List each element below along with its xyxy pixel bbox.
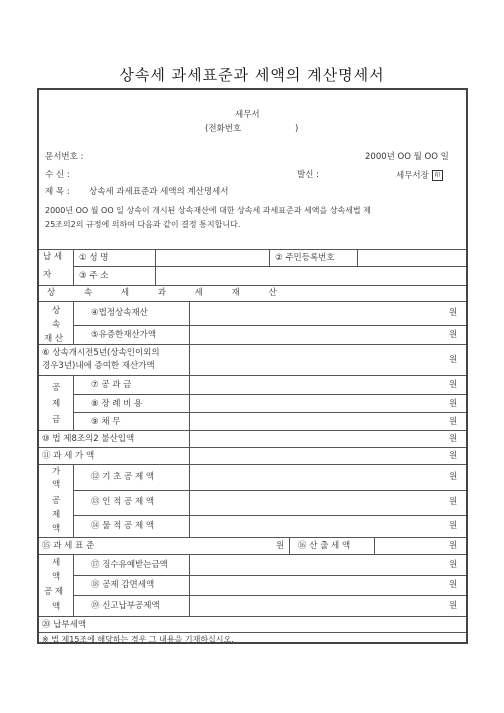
notice-line-2: 25조의2의 규정에 의하여 다음과 같이 결정 통지합니다. <box>45 220 241 229</box>
estate-item-4: ④법정상속재산 <box>91 308 148 318</box>
deduct-label-2: 제 <box>52 399 61 409</box>
value-deduct-item-12: ⑫ 기 초 공 제 액 <box>91 472 155 482</box>
unit-5: 원 <box>449 330 458 340</box>
unit-14: 원 <box>449 521 458 531</box>
item-20: ⑳ 납부세액 <box>42 620 87 630</box>
unit-12: 원 <box>449 472 458 482</box>
sender-name: 세무서장 <box>396 171 429 181</box>
tax-deduct-label-2: 액 <box>52 572 61 582</box>
unit-13: 원 <box>449 497 458 507</box>
value-deduct-label-4: 제 <box>52 510 61 520</box>
payer-address-label: ③ 주 소 <box>79 271 109 281</box>
office-phone-label: (전화번호 <box>205 124 242 134</box>
deduct-item-8: ⑧ 장 례 비 용 <box>91 399 143 409</box>
doc-number-label: 문서번호 : <box>45 152 84 162</box>
date-text: 2000년 OO 월 OO 일 <box>365 152 449 162</box>
tax-deduct-item-19: ⑲ 신고납부공제액 <box>91 601 160 611</box>
tax-deduct-label-4: 액 <box>52 602 61 612</box>
item-15: ⑮ 과 세 표 준 <box>42 541 95 551</box>
unit-11: 원 <box>449 451 458 461</box>
value-deduct-item-13: ⑬ 인 적 공 제 액 <box>91 497 155 507</box>
unit-19: 원 <box>449 601 458 611</box>
unit-7: 원 <box>449 380 458 390</box>
value-deduct-label-3: 공 <box>52 496 61 506</box>
estate-item-5: ⑤유증한재산가액 <box>91 330 157 340</box>
unit-17: 원 <box>449 560 458 570</box>
sender-value <box>396 170 443 181</box>
subject-label: 제 목 : <box>45 187 70 197</box>
tax-deduct-item-17: ⑰ 징수유예받는금액 <box>91 560 168 570</box>
value-deduct-label-1: 가 <box>52 467 61 477</box>
recipient-label: 수 신 : <box>45 170 70 180</box>
item-11: ⑪ 과 세 가 액 <box>42 451 95 461</box>
tax-deduct-item-18: ⑱ 공제 감면세액 <box>91 580 155 590</box>
office-phone-close: ) <box>295 124 299 134</box>
subject-value: 상속세 과세표준과 세액의 계산명세서 <box>89 187 229 197</box>
item-16: ⑯ 산 출 세 액 <box>298 541 351 551</box>
document-title: 상속세 과세표준과 세액의 계산명세서 <box>119 66 385 84</box>
payer-name-label: ① 성 명 <box>79 253 109 263</box>
value-deduct-label-2: 액 <box>52 480 61 490</box>
gift-line-2: 경우3년)내에 증여한 재산가액 <box>42 361 155 371</box>
notice-line-1: 2000년 OO 월 OO 일 상속이 개시된 상속재산에 대한 상속세 과세표준과 세액을 상속세법 제 <box>45 206 371 215</box>
estate-label-2: 속 <box>52 320 61 330</box>
value-deduct-label-5: 액 <box>52 524 61 534</box>
unit-15: 원 <box>276 541 285 551</box>
estate-label-3: 재 산 <box>44 334 64 344</box>
value-deduct-item-14: ⑭ 물 적 공 제 액 <box>91 521 155 531</box>
unit-18: 원 <box>449 580 458 590</box>
payer-label-2: 자 <box>43 270 52 280</box>
estate-label-1: 상 <box>52 306 61 316</box>
unit-9: 원 <box>449 417 458 427</box>
deduct-label-1: 공 <box>52 383 61 393</box>
unit-6: 원 <box>449 355 458 365</box>
form-frame <box>37 88 468 644</box>
tax-deduct-label-1: 세 <box>52 558 61 568</box>
payer-rrn-label: ② 주민등록번호 <box>275 253 335 263</box>
payer-label-1: 납 세 <box>43 252 63 262</box>
estate-header: 상 속 세 과 세 재 산 <box>47 288 290 298</box>
tax-deduct-label-3: 공 제 <box>44 587 64 597</box>
deduct-item-9: ⑨ 채 무 <box>91 417 121 427</box>
deduct-item-7: ⑦ 공 과 금 <box>91 380 132 390</box>
unit-16: 원 <box>449 541 458 551</box>
unit-4: 원 <box>449 308 458 318</box>
seal-stamp: 印 <box>432 170 443 181</box>
item-10: ⑩ 법 제8조의2 불산입액 <box>42 434 135 444</box>
unit-8: 원 <box>449 399 458 409</box>
unit-10: 원 <box>449 434 458 444</box>
deduct-label-3: 금 <box>52 415 61 425</box>
sender-label: 발신 : <box>297 170 319 180</box>
gift-line-1: ⑥ 상속개시전5년(상속인이외의 <box>42 348 160 358</box>
footnote: ※ 법 제15조에 해당하는 경우 그 내용을 기재하십시오. <box>42 635 234 644</box>
office-name: 세무서 <box>235 110 260 120</box>
